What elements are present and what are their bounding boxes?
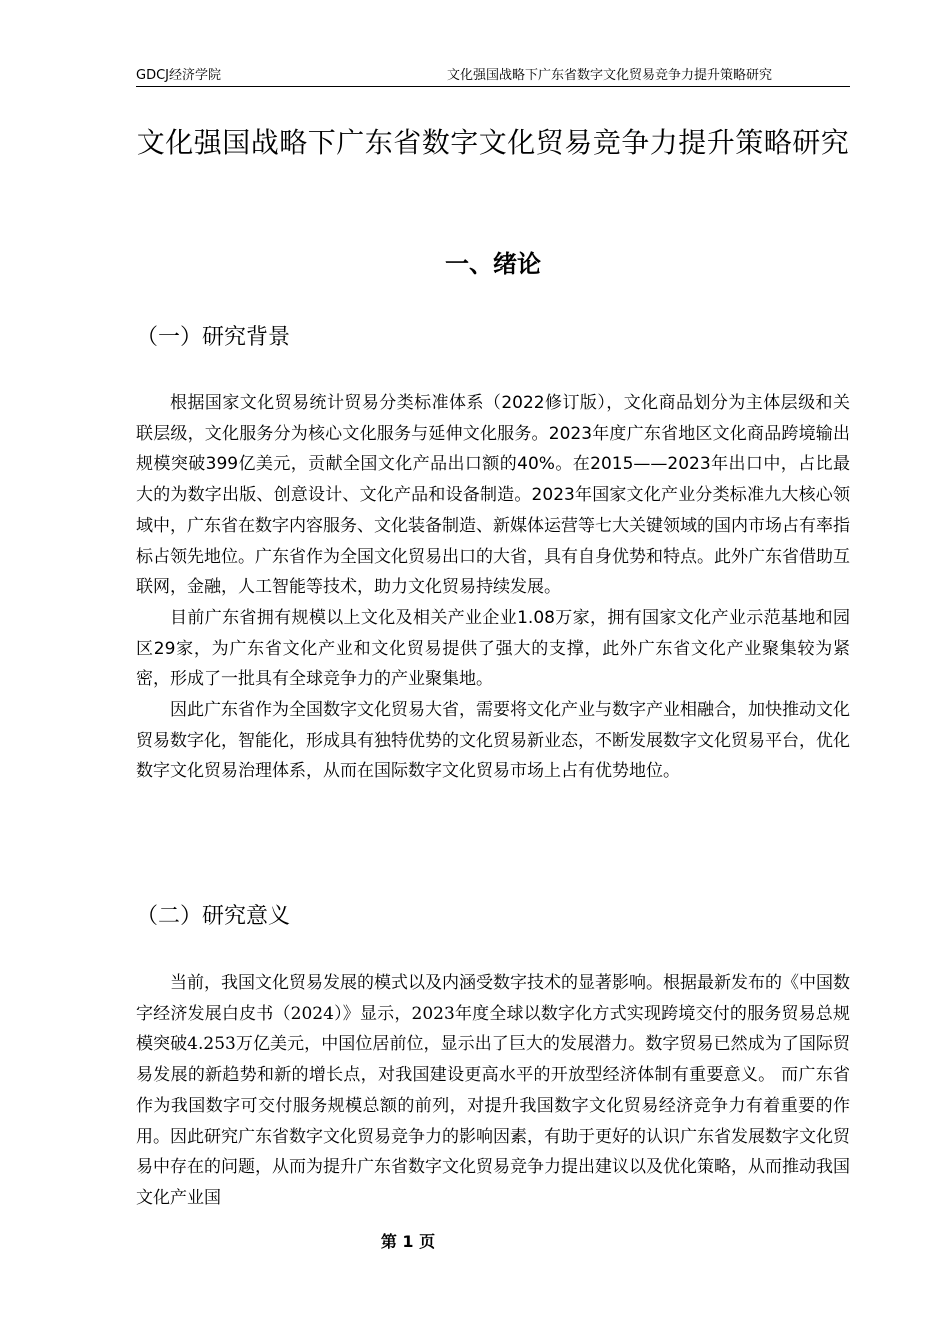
background-body xyxy=(136,388,850,787)
section-heading-background: （一）研究背景 xyxy=(136,325,291,350)
document-title: 文化强国战略下广东省数字文化贸易竞争力提升策略研究 xyxy=(136,126,850,159)
header-running-title: 文化强国战略下广东省数字文化贸易竞争力提升策略研究 xyxy=(446,68,772,83)
paragraph: 目前广东省拥有规模以上文化及相关产业企业1.08万家，拥有国家文化产业示范基地和园区29家，为广东省文化产业和文化贸易提供了强大的支撑，此外广东省文化产业聚集较为紧密，形成了一批具有全球竞争力的产业聚集地。 xyxy=(136,607,850,690)
chapter-heading: 一、绪论 xyxy=(445,250,541,278)
paragraph: 因此广东省作为全国数字文化贸易大省，需要将文化产业与数字产业相融合，加快推动文化贸易数字化，智能化，形成具有独特优势的文化贸易新业态，不断发展数字文化贸易平台，优化数字文化贸易治理体系，从而在国际数字文化贸易市场上占有优势地位。 xyxy=(136,700,850,782)
paragraph: 当前，我国文化贸易发展的模式以及内涵受数字技术的显著影响。根据最新发布的《中国数字经济发展白皮书（2024）》显示，2023年度全球以数字化方式实现跨境交付的服务贸易总规模突破4.253万亿美元，中国位居前位，显示出了巨大的发展潜力。数字贸易已然成为了国际贸易发展的新趋势和新的增长点，对我国建设更高水平的开放型经济体制有重要意义。 而广东省作为我国数字可交付服务规模总额的前列，对提升我国数字文化贸易经济竞争力有着重要的作用。因此研究广东省数字文化贸易竞争力的影响因素，有助于更好的认识广东省发展数字文化贸易中存在的问题，从而为提升广东省数字文化贸易竞争力提出建议以及优化策略，从而推动我国文化产业国 xyxy=(136,973,850,1208)
page-number: 第 1 页 xyxy=(380,1232,436,1251)
header-institution: GDCJ经济学院 xyxy=(136,68,221,83)
section-heading-significance: （二）研究意义 xyxy=(136,904,291,929)
page-header xyxy=(136,66,850,87)
paragraph: 根据国家文化贸易统计贸易分类标准体系（2022修订版），文化商品划分为主体层级和关联层级，文化服务分为核心文化服务与延伸文化服务。2023年度广东省地区文化商品跨境输出规模突破399亿美元，贡献全国文化产品出口额的40%。在2015——2023年出口中，占比最大的为数字出版、创意设计、文化产品和设备制造。2023年国家文化产业分类标准九大核心领域中，广东省在数字内容服务、文化装备制造、新媒体运营等七大关键领域的国内市场占有率指标占领先地位。广东省作为全国文化贸易出口的大省，具有自身优势和特点。此外广东省借助互联网，金融，人工智能等技术，助力文化贸易持续发展。 xyxy=(136,393,850,598)
significance-body xyxy=(136,968,850,1214)
